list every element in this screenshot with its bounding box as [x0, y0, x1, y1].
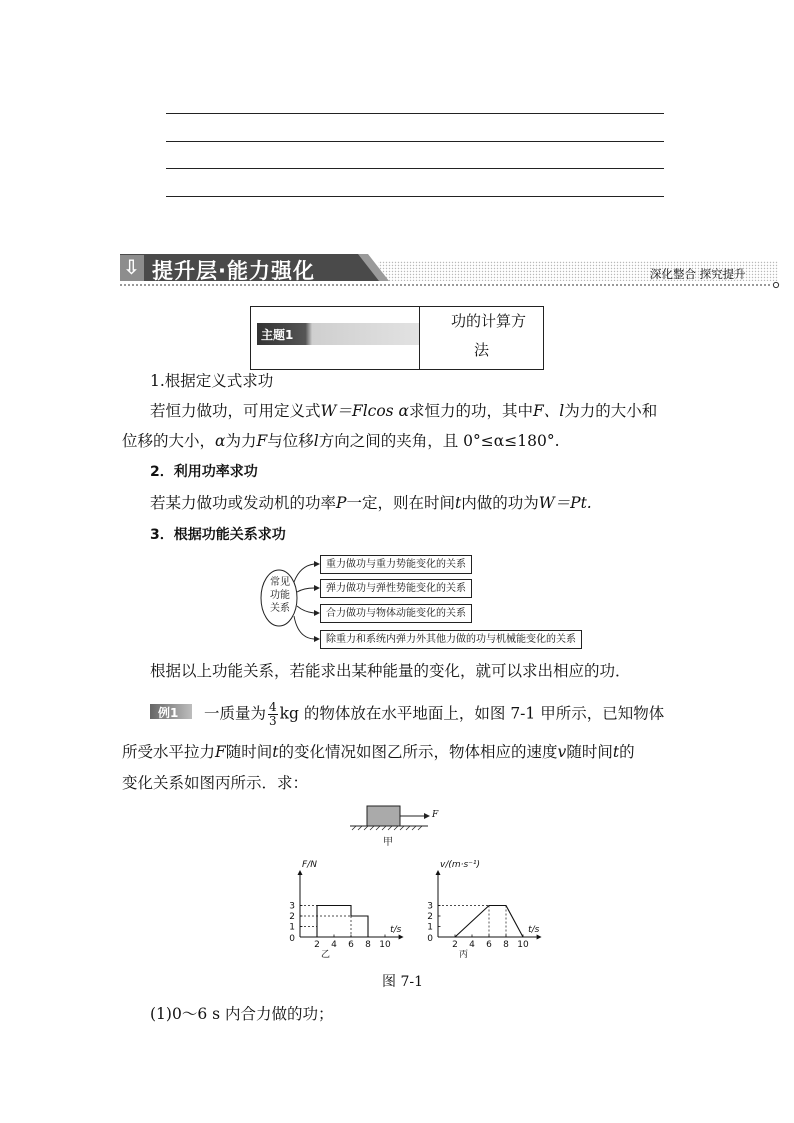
- graph-bing-y-label: v/(m·s⁻¹): [440, 859, 481, 870]
- s1-line1: [150, 400, 657, 422]
- jia-label: 甲: [383, 837, 393, 848]
- figure-jia: [348, 800, 458, 850]
- example-line3: 变化关系如图丙所示．求：: [122, 774, 309, 792]
- example-text: 所受水平拉力: [122, 743, 216, 761]
- topic-divider: [419, 307, 420, 369]
- diagram-center-line: 常见: [270, 577, 290, 588]
- graph-bing-panel-label: 丙: [458, 950, 469, 960]
- graph-yi-y-label: F/N: [302, 859, 317, 870]
- graph-yi-y-axis-arrow: [298, 870, 303, 875]
- graph-yi-x-tick-label: 10: [379, 940, 391, 950]
- fraction: [268, 701, 278, 728]
- s2-heading: 2．利用功率求功: [150, 464, 258, 480]
- answer-line-3: [166, 168, 664, 169]
- graph-bing-y-axis-arrow: [436, 870, 441, 875]
- graph-yi-x-tick-label: 4: [331, 940, 337, 950]
- fraction-numerator: 4: [269, 700, 277, 714]
- graph-yi-y-tick-label: 2: [289, 912, 295, 922]
- s2-formula: W＝Pt.: [538, 494, 592, 512]
- answer-line-1: [166, 113, 664, 114]
- diagram-item: 合力做功与物体动能变化的关系: [320, 604, 472, 623]
- example-var: t: [272, 743, 279, 761]
- graph-yi-x-axis-arrow: [399, 935, 404, 940]
- graph-bing-x-tick-label: 8: [503, 940, 509, 950]
- example-text: 随时间: [566, 743, 613, 761]
- down-arrow-icon: ⇩: [123, 255, 140, 279]
- graph-yi-y-tick-label: 1: [289, 922, 295, 933]
- example-var: t: [612, 743, 620, 761]
- example-text: kg 的物体放在水平地面上，如图 7-1 甲所示，已知物体: [279, 704, 665, 723]
- graph-bing-y-tick-label: 2: [427, 912, 433, 922]
- block-on-ground: [348, 800, 458, 840]
- s3-after: 根据以上功能关系，若能求出某种能量的变化，就可以求出相应的功．: [150, 662, 631, 680]
- graph-yi-panel-label: 乙: [320, 950, 331, 960]
- example-line2: [122, 741, 635, 763]
- s1-text: 求恒力的功，其中: [409, 402, 534, 420]
- s2-text: 一定，则在时间: [346, 494, 455, 512]
- topic-box: [250, 306, 544, 370]
- example-var: v: [557, 743, 567, 761]
- s1-text: 与位移: [267, 432, 314, 450]
- s2-var: t: [454, 494, 462, 512]
- graph-bing-x-label: t/s: [528, 925, 540, 935]
- graph-bing-y-tick-label: 3: [427, 901, 433, 912]
- graph-bing-y-tick-label: 1: [427, 922, 433, 933]
- s3-heading: 3．根据功能关系求功: [150, 527, 286, 543]
- graph-yi-x-tick-label: 8: [365, 940, 371, 950]
- diagram-item: 重力做功与重力势能变化的关系: [320, 555, 472, 574]
- s1-text: 为力的大小和: [564, 402, 658, 420]
- graph-bing-x-axis-arrow: [537, 935, 542, 940]
- s1-var: l: [313, 432, 319, 450]
- topic-title-line2: 法: [474, 341, 490, 359]
- question-1: (1)0～6 s 内合力做的功；: [150, 1005, 334, 1023]
- topic-title-line1: 功的计算方: [451, 312, 527, 330]
- banner-right-text: 深化整合 探究提升: [650, 267, 746, 281]
- banner-title: 提升层·能力强化: [152, 259, 315, 283]
- s2-var: P: [336, 494, 347, 512]
- s1-text: 方向之间的夹角，且 0°≤α≤180°.: [318, 432, 560, 450]
- example-text: 一质量为: [204, 704, 267, 723]
- answer-line-4: [166, 196, 664, 197]
- example-tag: [150, 704, 192, 719]
- s1-text: 位移的大小，: [122, 432, 216, 450]
- graph-yi-x-label: t/s: [390, 925, 402, 935]
- graph-yi-x-tick-label: 2: [314, 940, 320, 950]
- s2-line: [150, 492, 592, 514]
- topic-tag: 主题1: [261, 328, 294, 342]
- graph-bing-x-tick-label: 2: [452, 940, 458, 950]
- graph-bing-x-tick-label: 6: [486, 940, 492, 950]
- s1-vars: F、l: [533, 402, 565, 420]
- figure-caption: 图 7-1: [382, 974, 423, 990]
- diagram-center-line: 功能: [270, 590, 290, 601]
- figure-graphs: [270, 855, 570, 965]
- s1-text: 若恒力做功，可用定义式: [150, 402, 321, 420]
- s2-text: 若某力做功或发动机的功率: [150, 494, 337, 512]
- section-banner: [118, 249, 782, 289]
- s1-line2: [122, 430, 560, 452]
- s1-var: α: [215, 432, 226, 450]
- diagram-item: 除重力和系统内弹力外其他力做的功与机械能变化的关系: [320, 630, 582, 649]
- s1-formula: W＝Flcos α: [320, 402, 410, 420]
- diagram-center-line: 关系: [270, 603, 290, 614]
- diagram-center: [269, 576, 291, 615]
- graph-yi-x-tick-label: 6: [348, 940, 354, 950]
- graph-yi-y-tick-label: 3: [289, 901, 295, 912]
- graph-bing-x-tick-label: 10: [517, 940, 529, 950]
- diagram-item: 弹力做功与弹性势能变化的关系: [320, 579, 472, 598]
- graph-yi-origin-label: 0: [289, 934, 295, 944]
- energy-diagram: [256, 552, 576, 652]
- fraction-denominator: 3: [269, 714, 277, 728]
- force-label: F: [432, 810, 439, 820]
- example-text: 的变化情况如图乙所示，物体相应的速度: [278, 743, 558, 761]
- s1-var: F: [256, 432, 268, 450]
- graph-yi-series-line: [317, 906, 368, 938]
- graph-bing-origin-label: 0: [427, 934, 433, 944]
- example-text: 的: [619, 743, 635, 761]
- example-var: F: [215, 743, 226, 761]
- example-tag-label: 例1: [158, 706, 179, 720]
- s1-text: 为力: [225, 432, 257, 450]
- s1-heading: 1.根据定义式求功: [150, 372, 274, 390]
- graph-bing-x-tick-label: 4: [469, 940, 475, 950]
- example-text: 随时间: [225, 743, 273, 761]
- s2-text: 内做的功为: [461, 494, 539, 512]
- example-line1: [204, 701, 664, 728]
- answer-line-2: [166, 141, 664, 142]
